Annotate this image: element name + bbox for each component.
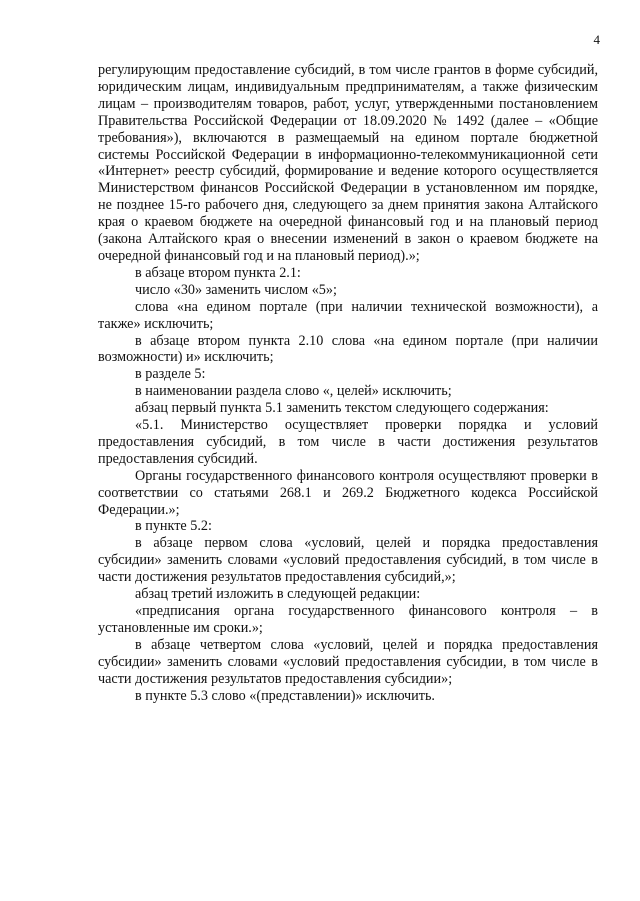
paragraph-item: в абзаце первом слова «условий, целей и порядка предоставления субсидии» заменить словами «условий предоставления субсидий, в том числе в части достижения результатов предоставления субсидий,»; [98, 535, 598, 586]
document-body [98, 62, 598, 704]
paragraph-item: в наименовании раздела слово «, целей» исключить; [135, 383, 452, 400]
paragraph-item: в разделе 5: [135, 366, 206, 383]
page-number: 4 [593, 32, 600, 47]
paragraph-item: в абзаце четвертом слова «условий, целей и порядка предоставления субсидии» заменить словами «условий предоставления субсидии, в том числе в части достижения результатов предоставления субсидии»; [98, 636, 598, 687]
paragraph-item: число «30» заменить числом «5»; [135, 281, 337, 298]
paragraph-continuation: регулирующим предоставление субсидий, в том числе грантов в форме субсидий, юридическим лицам, индивидуальным предпринимателям, а также физическим лицам – производителям товаров, работ, услуг, утвержденными постановлением Правительства Российской Федерации от 18.09.2020 № 1492 (далее – «Общие требования»), включаются в размещаемый на едином портале бюджетной системы Российской Федерации в информационно-телекоммуникационной сети «Интернет» реестр субсидий, формирование и ведение которого осуществляется Министерством финансов Российской Федерации в установленном им порядке, не позднее 15-го рабочего дня, следующего за днем принятия закона Алтайского края о краевом бюджете на очередной финансовый год и на плановый период (закона Алтайского края о внесении изменений в закон о краевом бюджете на очередной финансовый год и на плановый период).»; [98, 62, 598, 264]
paragraph-item: в абзаце втором пункта 2.10 слова «на едином портале (при наличии возможности) и» исключить; [98, 332, 598, 366]
paragraph-item: абзац третий изложить в следующей редакции: [135, 586, 421, 603]
paragraph-item: слова «на едином портале (при наличии технической возможности), а также» исключить; [98, 298, 598, 332]
paragraph-item: «5.1. Министерство осуществляет проверки порядка и условий предоставления субсидий, в том числе в части достижения результатов предоставления субсидий. [98, 417, 598, 467]
paragraph-item: Органы государственного финансового контроля осуществляют проверки в соответствии со статьями 268.1 и 269.2 Бюджетного кодекса Российской Федерации.»; [98, 467, 598, 518]
paragraph-item: в пункте 5.3 слово «(представлении)» исключить. [135, 687, 435, 704]
paragraph-item: в пункте 5.2: [135, 518, 212, 535]
paragraph-item: «предписания органа государственного финансового контроля – в установленные им сроки.»; [98, 603, 598, 636]
paragraph-item: в абзаце втором пункта 2.1: [135, 264, 301, 281]
paragraph-item: абзац первый пункта 5.1 заменить текстом следующего содержания: [135, 400, 549, 417]
